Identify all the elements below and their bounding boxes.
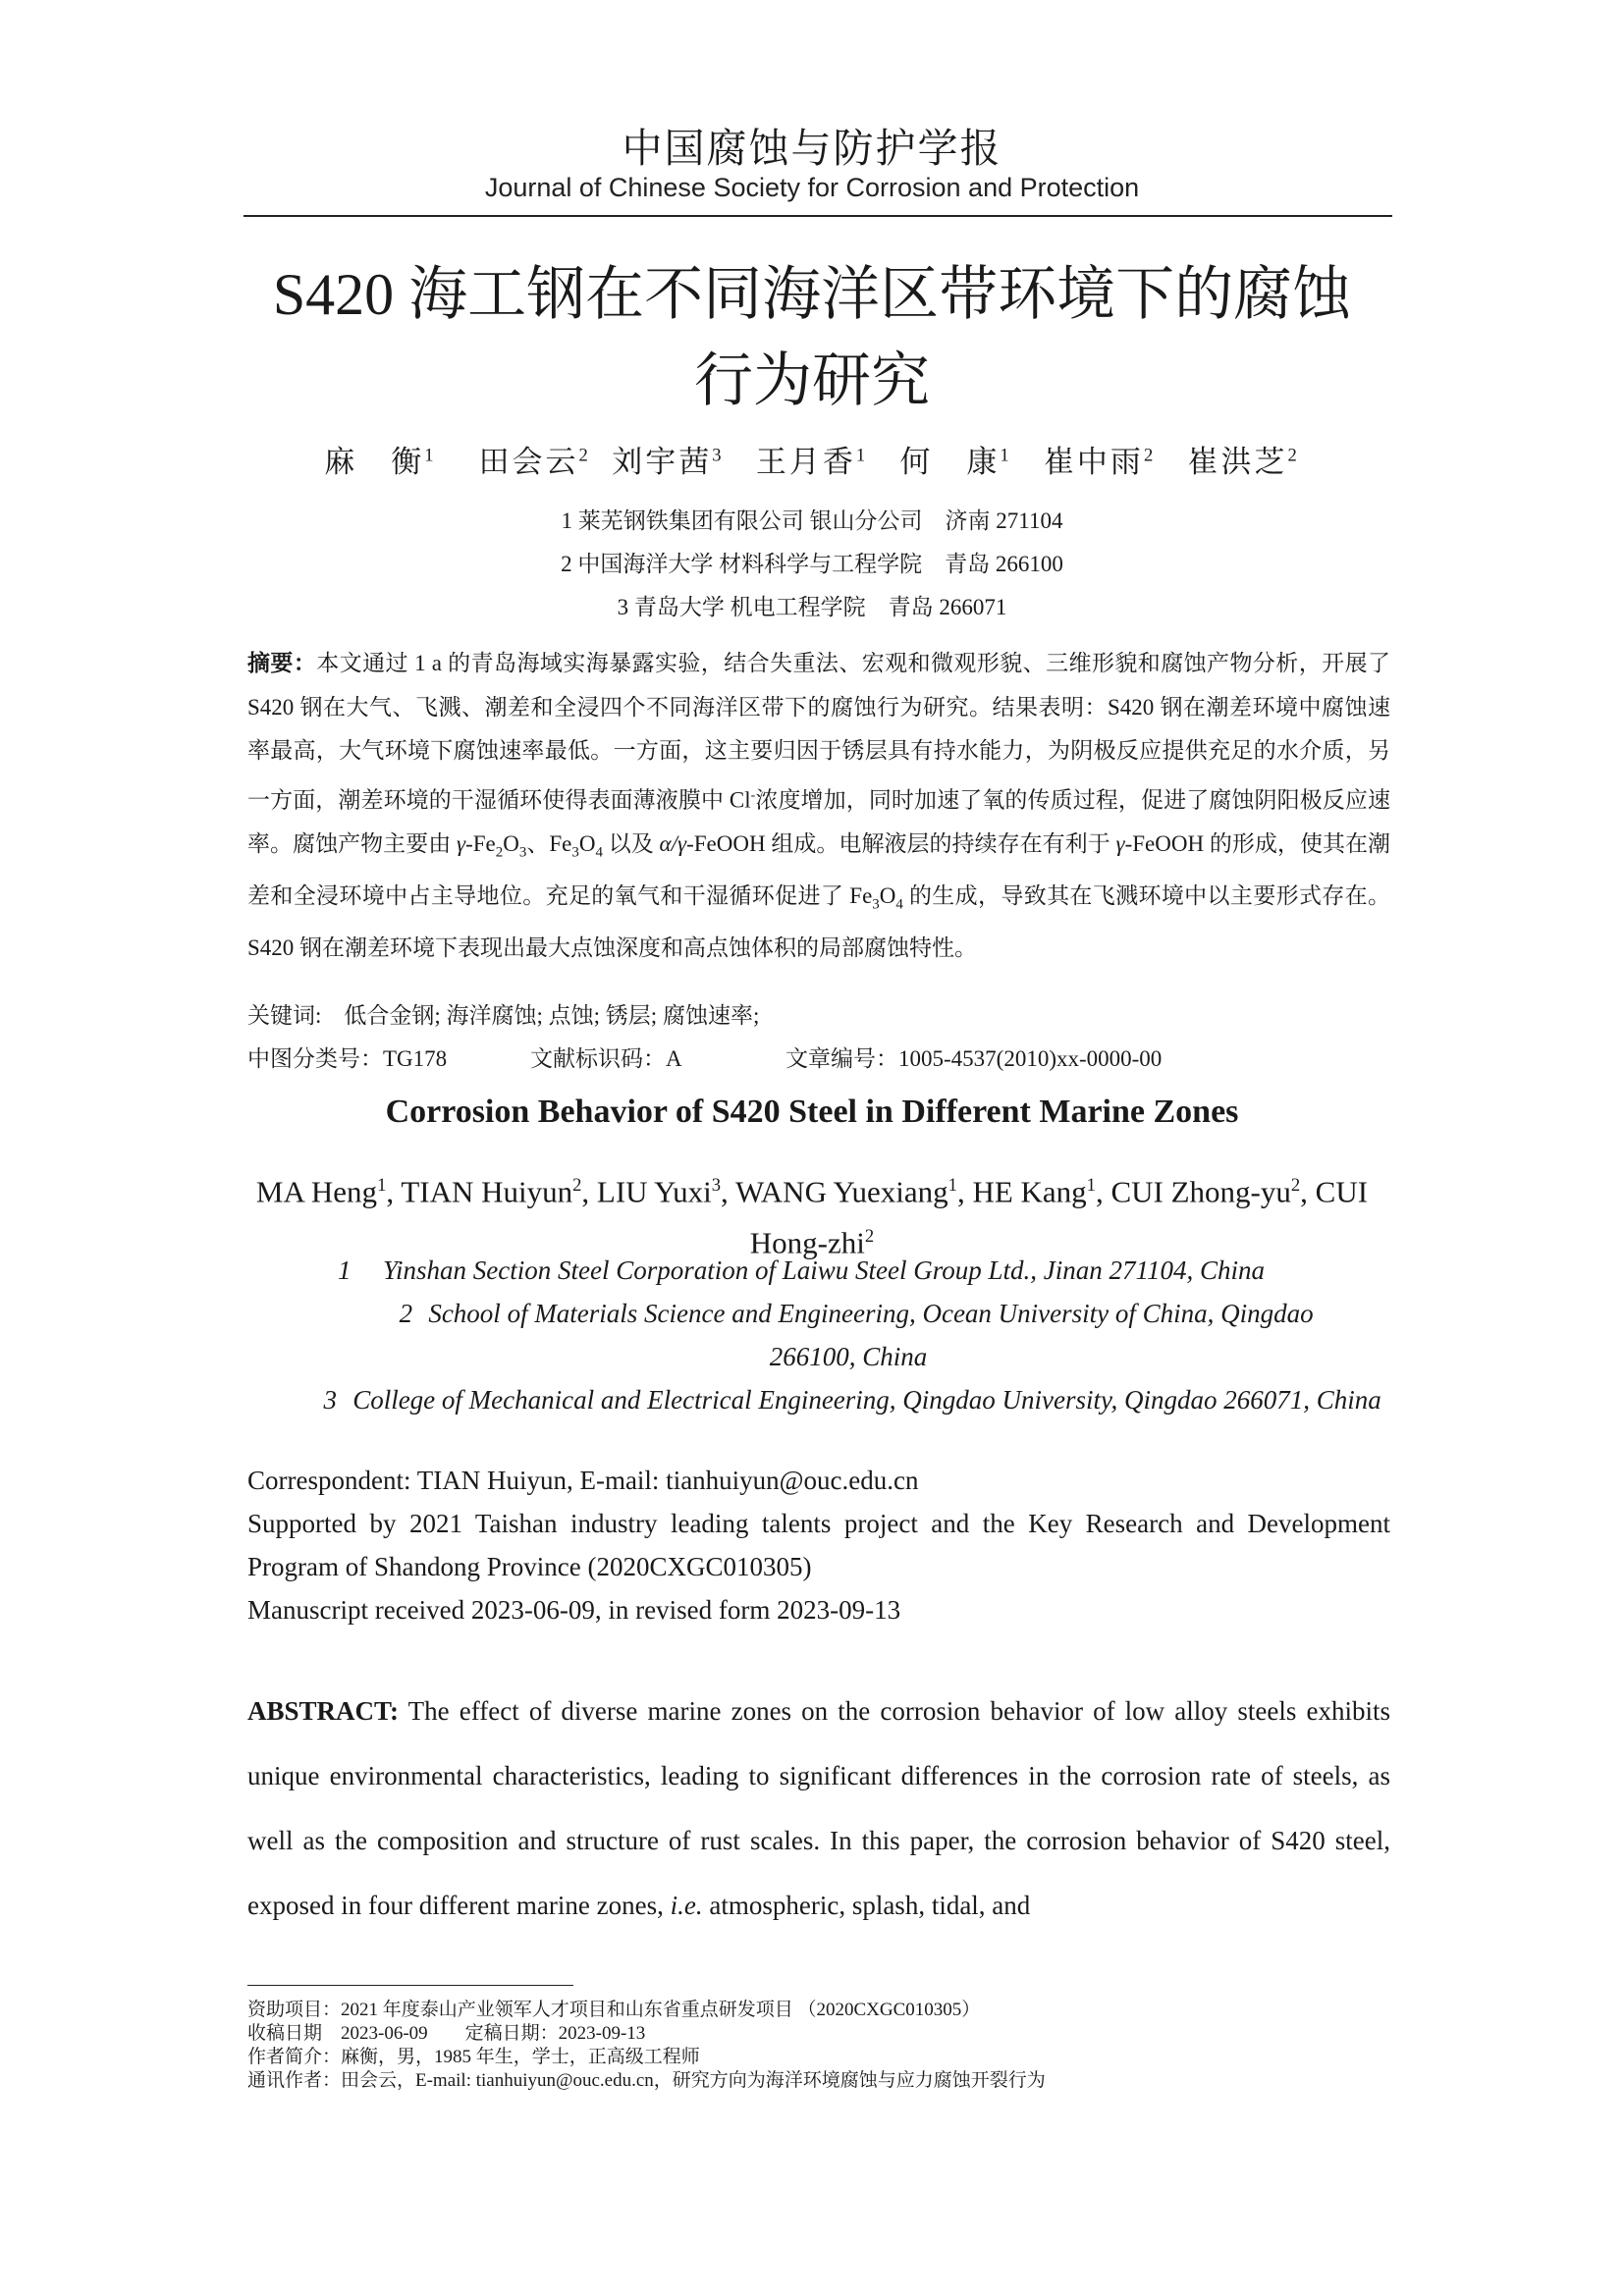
header-divider bbox=[244, 215, 1392, 217]
correspondent: Correspondent: TIAN Huiyun, E-mail: tianhuiyun@ouc.edu.cn bbox=[247, 1466, 919, 1495]
author-en: WANG Yuexiang bbox=[734, 1174, 948, 1209]
author-en: HE Kang bbox=[972, 1174, 1087, 1209]
author-affiliation-mark: 2 bbox=[1287, 445, 1300, 466]
manuscript-dates: Manuscript received 2023-06-09, in revised form 2023-09-13 bbox=[247, 1595, 901, 1625]
footnote-corresponding-author: 通讯作者：田会云，E-mail: tianhuiyun@ouc.edu.cn，研究方向为海洋环境腐蚀与应力腐蚀开裂行为 bbox=[247, 2070, 1046, 2091]
title-cn-line2: 行为研究 bbox=[694, 348, 930, 413]
keywords-cn: 关键词: 低合金钢; 海洋腐蚀; 点蚀; 锈层; 腐蚀速率; bbox=[247, 1003, 760, 1028]
author-affiliation-mark: 3 bbox=[712, 445, 725, 466]
author-cn: 刘宇茜 bbox=[612, 445, 713, 479]
affiliation-en-2: 2 School of Materials Science and Engineering, Ocean University of China, Qingdao 266100, China bbox=[399, 1299, 1314, 1371]
author-en: TIAN Huiyun bbox=[401, 1174, 573, 1209]
authors-en: MA Heng$^1$, TIAN Huiyun$^2$, LIU Yuxi$^3$, WANG Yuexiang$^1$, HE Kang$^1$, CUI Zhong-$yu^2$, CUI Hong-zhi$^2$ bbox=[255, 1174, 1369, 1260]
abstract-en: ABSTRACT: The effect of diverse marine zones on the corrosion behavior of low alloy steels exhibits unique environmental characteristics, leading to significant differences in the corrosion rate of steels, as well as the composition and structure of rust scales. In this paper, the corrosion behavior of S420 steel, exposed in four different marine zones, i.e. atmospheric, splash, tidal, and bbox=[247, 1696, 1390, 1920]
author-affiliation-mark: 2 bbox=[1143, 445, 1157, 466]
abstract-cn: 摘要：本文通过 1 a 的青岛海域实海暴露实验，结合失重法、宏观和微观形貌、三维形貌和腐蚀产物分析，开展了 S420 钢在大气、飞溅、潮差和全浸四个不同海洋区带下的腐蚀行为研究。结果表明：S420 钢在潮差环境中腐蚀速率最高，大气环境下腐蚀速率最低。一方面，这主要归因于锈层具有持水能力，为阴极反应提供充足的水介质，另一方面，潮差环境的干湿循环使得表面薄液膜中 Cl-浓度增加，同时加速了氧的传质过程，促进了腐蚀阴阳极反应速率。腐蚀产物主要由 $\gamma-Fe_2O_3$、$Fe_3O_4$ 以及 α/γ-FeOOH 组成。电解液层的持续存在有利于 γ-FeOOH 的形成，使其在潮差和全浸环境中占主导地位。充足的氧气和干湿循环促进了 $Fe_3O_4$ 的生成，导致其在飞溅环境中以主要形式存在。S420 钢在潮差环境下表现出最大点蚀深度和高点蚀体积的局部腐蚀特性。 bbox=[247, 651, 1391, 960]
footnote-author-bio: 作者简介：麻衡，男，1985 年生，学士，正高级工程师 bbox=[247, 2047, 700, 2067]
article-number: 文章编号：1005-4537(2010)xx-0000-00 bbox=[785, 1046, 1163, 1071]
affiliation-cn-1: 1 莱芜钢铁集团有限公司 银山分公司 济南 271104 bbox=[561, 508, 1063, 533]
article-info-en bbox=[247, 1459, 1390, 1631]
journal-name-cn: 中国腐蚀与防护学报 bbox=[622, 126, 1002, 171]
abstract-en-label: ABSTRACT: bbox=[247, 1696, 400, 1726]
affiliation-cn-3: 3 青岛大学 机电工程学院 青岛 266071 bbox=[617, 595, 1007, 619]
author-cn: 麻 衡 bbox=[324, 445, 425, 479]
author-en: LIU Yuxi bbox=[596, 1174, 712, 1209]
author-en: CUI Hong-zhi bbox=[749, 1174, 1369, 1260]
author-affiliation-mark: 1 bbox=[1000, 445, 1012, 466]
title-en: Corrosion Behavior of S420 Steel in Different Marine Zones bbox=[385, 1094, 1239, 1130]
author-en: CUI Zhong-yu bbox=[1110, 1174, 1291, 1209]
author-en: MA Heng bbox=[255, 1174, 378, 1209]
footnote-funding: 资助项目：2021 年度泰山产业领军人才项目和山东省重点研发项目 （2020CXGC010305） bbox=[247, 2000, 981, 2020]
author-affiliation-mark: 2 bbox=[578, 445, 591, 466]
affiliation-cn-2: 2 中国海洋大学 材料科学与工程学院 青岛 266100 bbox=[561, 552, 1063, 576]
author-cn: 王月香 bbox=[755, 445, 856, 479]
author-cn: 田会云 bbox=[478, 445, 579, 479]
document-code: 文献标识码：A bbox=[530, 1046, 682, 1071]
author-cn: 何 康 bbox=[899, 445, 1001, 479]
author-cn: 崔洪芝 bbox=[1187, 445, 1288, 479]
affiliation-en-1: 1 Yinshan Section Steel Corporation of Laiwu Steel Group Ltd., Jinan 271104, China bbox=[338, 1255, 1266, 1285]
affiliation-en-3: 3 College of Mechanical and Electrical Engineering, Qingdao University, Qingdao 266071, China bbox=[323, 1385, 1381, 1415]
author-affiliation-mark: 1 bbox=[424, 445, 437, 466]
title-cn-line1: S420 海工钢在不同海洋区带环境下的腐蚀 bbox=[272, 262, 1352, 327]
author-affiliation-mark: 1 bbox=[855, 445, 869, 466]
footnotes bbox=[247, 1999, 1046, 2093]
supported-by: Supported by 2021 Taishan industry leading talents project and the Key Research and Development Program of Shandong Province (2020CXGC010305) bbox=[247, 1509, 1390, 1581]
clc-number: 中图分类号：TG178 bbox=[247, 1046, 448, 1071]
footnote-divider bbox=[247, 1985, 573, 1986]
author-cn: 崔中雨 bbox=[1043, 445, 1144, 479]
abstract-cn-label: 摘要： bbox=[247, 651, 317, 675]
footnote-dates: 收稿日期 2023-06-09 定稿日期：2023-09-13 bbox=[247, 2023, 646, 2044]
authors-cn bbox=[0, 437, 1624, 481]
journal-name-en: Journal of Chinese Society for Corrosion and Protection bbox=[484, 173, 1140, 202]
